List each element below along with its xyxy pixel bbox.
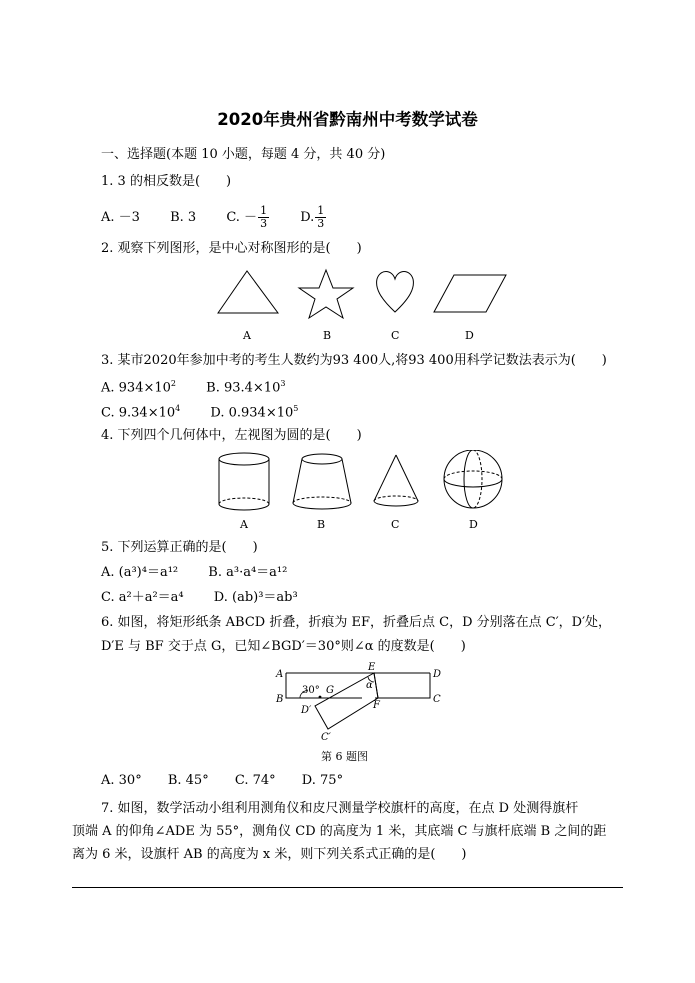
q1-options — [101, 205, 353, 230]
q3-option-c-text: C. 9.34×10 — [101, 405, 176, 421]
q6-caption: 第 6 题图 — [321, 750, 368, 763]
q7-line3: 离为 6 米，设旗杆 AB 的高度为 x 米，则下列关系式正确的是( ) — [72, 847, 467, 862]
q4-stem: 4. 下列四个几何体中，左视图为圆的是( ) — [101, 428, 362, 443]
q4-figures — [210, 450, 510, 534]
q5-options-row2 — [101, 589, 324, 607]
q3-option-d-text: D. 0.934×10 — [210, 405, 294, 421]
rectangle-right-part — [375, 673, 430, 698]
q1-c-numerator: 1 — [260, 204, 268, 217]
label-a: A — [276, 669, 284, 680]
q2-figures — [210, 264, 510, 346]
q5-option-c: C. a²＋a²＝a⁴ — [101, 590, 184, 605]
label-g: G — [326, 685, 334, 696]
q5-option-d: D. (ab)³＝ab³ — [213, 590, 298, 605]
frustum-shape — [293, 454, 351, 509]
q1-option-c-fraction — [258, 205, 269, 230]
q4-label-c: C — [391, 518, 400, 531]
q3-option-c-exp: 4 — [175, 404, 181, 413]
q3-option-b-exp: 3 — [280, 379, 286, 388]
q2-label-b: B — [323, 329, 332, 342]
label-d-prime: D′ — [301, 705, 312, 716]
q1-option-b: B. 3 — [170, 210, 197, 225]
q5-options-row1 — [101, 564, 313, 582]
section-heading: 一、选择题(本题 10 小题，每题 4 分，共 40 分) — [101, 147, 386, 162]
label-c: C — [433, 694, 441, 705]
q6-figure — [274, 660, 454, 744]
label-e: E — [368, 662, 376, 673]
q4-label-a: A — [240, 518, 248, 531]
q2-label-c: C — [391, 329, 400, 342]
parallelogram-shape — [434, 275, 506, 312]
heart-shape — [377, 272, 414, 313]
q3-options-row2 — [101, 400, 324, 422]
q3-option-d — [210, 400, 298, 422]
q7-line2: 顶端 A 的仰角∠ADE 为 55°，测角仪 CD 的高度为 1 米，其底端 C 与旗杆底端 B 之间的距 — [72, 824, 607, 839]
q6-options — [101, 772, 365, 790]
q3-option-b-text: B. 93.4×10 — [206, 380, 281, 396]
q3-option-a-text: A. 934×10 — [101, 380, 171, 396]
label-alpha: α — [366, 680, 373, 691]
q6-option-b: B. 45° — [167, 773, 209, 788]
q2-label-d: D — [465, 329, 474, 342]
q6-option-a: A. 30° — [101, 773, 142, 788]
cylinder-shape — [219, 453, 269, 510]
q5-stem: 5. 下列运算正确的是( ) — [101, 540, 258, 555]
q1-d-numerator: 1 — [317, 204, 325, 217]
q6-option-d: D. 75° — [301, 773, 344, 788]
crease-ef — [374, 673, 378, 698]
star-shape — [299, 270, 353, 318]
q3-option-c — [101, 400, 180, 422]
q1-option-c — [226, 205, 270, 230]
q1-option-c-prefix: C. － — [226, 210, 258, 225]
label-angle-30: 30° — [302, 685, 320, 696]
q3-option-d-exp: 5 — [293, 404, 299, 413]
q3-option-b — [206, 375, 285, 397]
bottom-rule — [72, 887, 623, 888]
q3-option-a — [101, 375, 176, 397]
rectangle-left-part — [286, 673, 362, 698]
sphere-shape — [444, 450, 502, 508]
q5-option-b: B. a³·a⁴＝a¹² — [208, 565, 288, 580]
q6-stem-line2: D′E 与 BF 交于点 G，已知∠BGD′＝30°则∠α 的度数是( ) — [101, 639, 466, 654]
q2-stem: 2. 观察下列图形，是中心对称图形的是( ) — [101, 241, 362, 256]
q1-option-a: A. －3 — [101, 210, 140, 225]
cone-shape — [374, 455, 418, 506]
label-c-prime: C′ — [321, 732, 331, 743]
label-f: F — [373, 700, 380, 711]
q1-option-d — [300, 205, 327, 230]
q1-d-denominator: 3 — [317, 217, 325, 230]
point-g-dot — [319, 696, 322, 699]
q1-c-denominator: 3 — [260, 217, 268, 230]
q3-option-a-exp: 2 — [170, 379, 176, 388]
q6-option-c: C. 74° — [234, 773, 276, 788]
q3-stem: 3. 某市2020年参加中考的考生人数约为93 400人,将93 400用科学记数法表示为( ) — [101, 353, 607, 368]
q1-option-d-prefix: D. — [300, 210, 315, 225]
q4-label-d: D — [469, 518, 478, 531]
q4-label-b: B — [317, 518, 326, 531]
q7-line1: 7. 如图，数学活动小组利用测角仪和皮尺测量学校旗杆的高度，在点 D 处测得旗杆 — [101, 801, 579, 816]
q2-label-a: A — [243, 329, 251, 342]
q1-option-d-fraction — [315, 205, 326, 230]
triangle-shape — [218, 271, 278, 313]
q3-options-row1 — [101, 375, 311, 397]
paper-title: 2020年贵州省黔南州中考数学试卷 — [217, 110, 478, 129]
label-b: B — [276, 694, 284, 705]
label-d: D — [433, 669, 442, 680]
q1-stem: 1. 3 的相反数是( ) — [101, 174, 232, 189]
q6-stem-line1: 6. 如图，将矩形纸条 ABCD 折叠，折痕为 EF，折叠后点 C，D 分别落在点 C′，D′处， — [101, 615, 612, 630]
q5-option-a: A. (a³)⁴＝a¹² — [101, 565, 179, 580]
